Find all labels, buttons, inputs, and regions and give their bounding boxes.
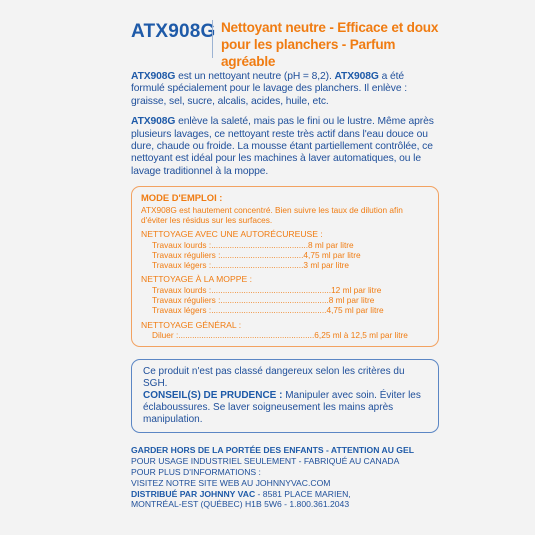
product-code-inline: ATX908G xyxy=(131,116,176,128)
dilution-row xyxy=(141,305,429,315)
dilution-label: Travaux lourds : xyxy=(152,285,212,296)
dilution-dots: .................................................... xyxy=(211,285,332,296)
directions-box xyxy=(131,186,439,347)
dilution-dots: ........................................................... xyxy=(178,330,315,341)
child-warning-text: GARDER HORS DE LA PORTÉE DES ENFANTS - ATTENTION AU GEL xyxy=(131,445,414,456)
dilution-label: Travaux réguliers : xyxy=(152,250,221,261)
distributor-label: DISTRIBUÉ PAR JOHNNY VAC xyxy=(131,488,256,499)
description-text: est un nettoyant neutre (pH = 8,2). xyxy=(175,71,335,82)
label-footer xyxy=(131,445,439,510)
dilution-label: Travaux légers : xyxy=(152,260,212,271)
product-code-inline: ATX908G xyxy=(334,71,379,82)
dilution-dots: ........................................ xyxy=(211,260,304,271)
dilution-dots: .................................................. xyxy=(211,305,327,316)
directions-title: MODE D'EMPLOI : xyxy=(141,192,223,204)
dilution-value: 8 ml par litre xyxy=(328,295,375,306)
dilution-row xyxy=(141,260,429,270)
ghs-statement: Ce produit n'est pas classé dangereux selon les critères du SGH. xyxy=(143,366,405,390)
dilution-dots: ............................................... xyxy=(220,295,329,306)
precaution-statement xyxy=(143,390,428,426)
product-title xyxy=(221,19,439,70)
dilution-row xyxy=(141,295,429,305)
dilution-label: Travaux lourds : xyxy=(152,239,212,250)
dilution-dots: .................................... xyxy=(220,250,304,261)
safety-box xyxy=(131,359,439,433)
description-text: a été formulé spécialement pour le lavage des planchers. Il enlève : graisse, sel, sucre, alcalis, acides, huile, etc. xyxy=(131,71,407,107)
website-line: VISITEZ NOTRE SITE WEB AU JOHNNYVAC.COM xyxy=(131,477,331,488)
product-title-line1: Nettoyant neutre - Efficace et doux xyxy=(220,20,439,35)
distributor-line xyxy=(131,489,439,500)
dilution-row xyxy=(141,240,429,250)
dilution-label: Diluer : xyxy=(152,330,179,341)
directions-section-heading: NETTOYAGE GÉNÉRAL : xyxy=(141,319,242,330)
child-warning xyxy=(131,445,439,456)
dilution-row xyxy=(141,285,429,295)
product-title-line2: pour les planchers - Parfum agréable xyxy=(220,37,396,69)
dilution-value: 3 ml par litre xyxy=(303,260,350,271)
distributor-address: - 8581 PLACE MARIEN, xyxy=(255,488,351,499)
description-paragraph-1 xyxy=(131,71,439,108)
dilution-value: 4,75 ml par litre xyxy=(303,250,361,261)
directions-section-heading: NETTOYAGE À LA MOPPE : xyxy=(141,274,252,285)
product-label xyxy=(131,19,439,510)
description-text: enlève la saleté, mais pas le fini ou le lustre. Même après plusieurs lavages, ce nettoyant reste très actif dans l'eau douce ou dure, chaude ou froide. La mousse étant partiellement contrôlée, ce nettoyant est idéal pour les machines à laver automatiques, ou le lavage traditionnel à la moppe. xyxy=(131,116,434,177)
usage-line: POUR USAGE INDUSTRIEL SEULEMENT - FABRIQUÉ AU CANADA xyxy=(131,456,400,467)
directions-section-heading: NETTOYAGE AVEC UNE AUTORÉCUREUSE : xyxy=(141,229,323,240)
dilution-value: 6,25 ml à 12,5 ml par litre xyxy=(314,330,408,341)
dilution-label: Travaux légers : xyxy=(152,305,212,316)
product-code: ATX908G xyxy=(131,21,216,42)
dilution-value: 4,75 ml par litre xyxy=(326,305,384,316)
dilution-value: 12 ml par litre xyxy=(331,285,382,296)
dilution-value: 8 ml par litre xyxy=(308,239,354,250)
precaution-label: CONSEIL(S) DE PRUDENCE : xyxy=(143,390,283,402)
precaution-text: Manipuler avec soin. Éviter les éclaboussures. Se laver soigneusement les mains après manipulation. xyxy=(143,390,421,426)
description-paragraph-2 xyxy=(131,116,439,178)
dilution-dots: .......................................... xyxy=(211,239,309,250)
dilution-row xyxy=(141,250,429,260)
directions-intro: ATX908G est hautement concentré. Bien suivre les taux de dilution afin d'éviter les résidus sur les surfaces. xyxy=(141,205,403,226)
dilution-label: Travaux réguliers : xyxy=(152,295,221,306)
city-phone-line: MONTRÉAL-EST (QUÉBEC) H1B 5W6 - 1.800.361.2043 xyxy=(131,499,350,510)
header-divider xyxy=(212,20,213,58)
label-header xyxy=(131,19,439,69)
info-line: POUR PLUS D'INFORMATIONS : xyxy=(131,467,261,478)
dilution-row xyxy=(141,330,429,340)
product-code-inline: ATX908G xyxy=(131,71,176,82)
